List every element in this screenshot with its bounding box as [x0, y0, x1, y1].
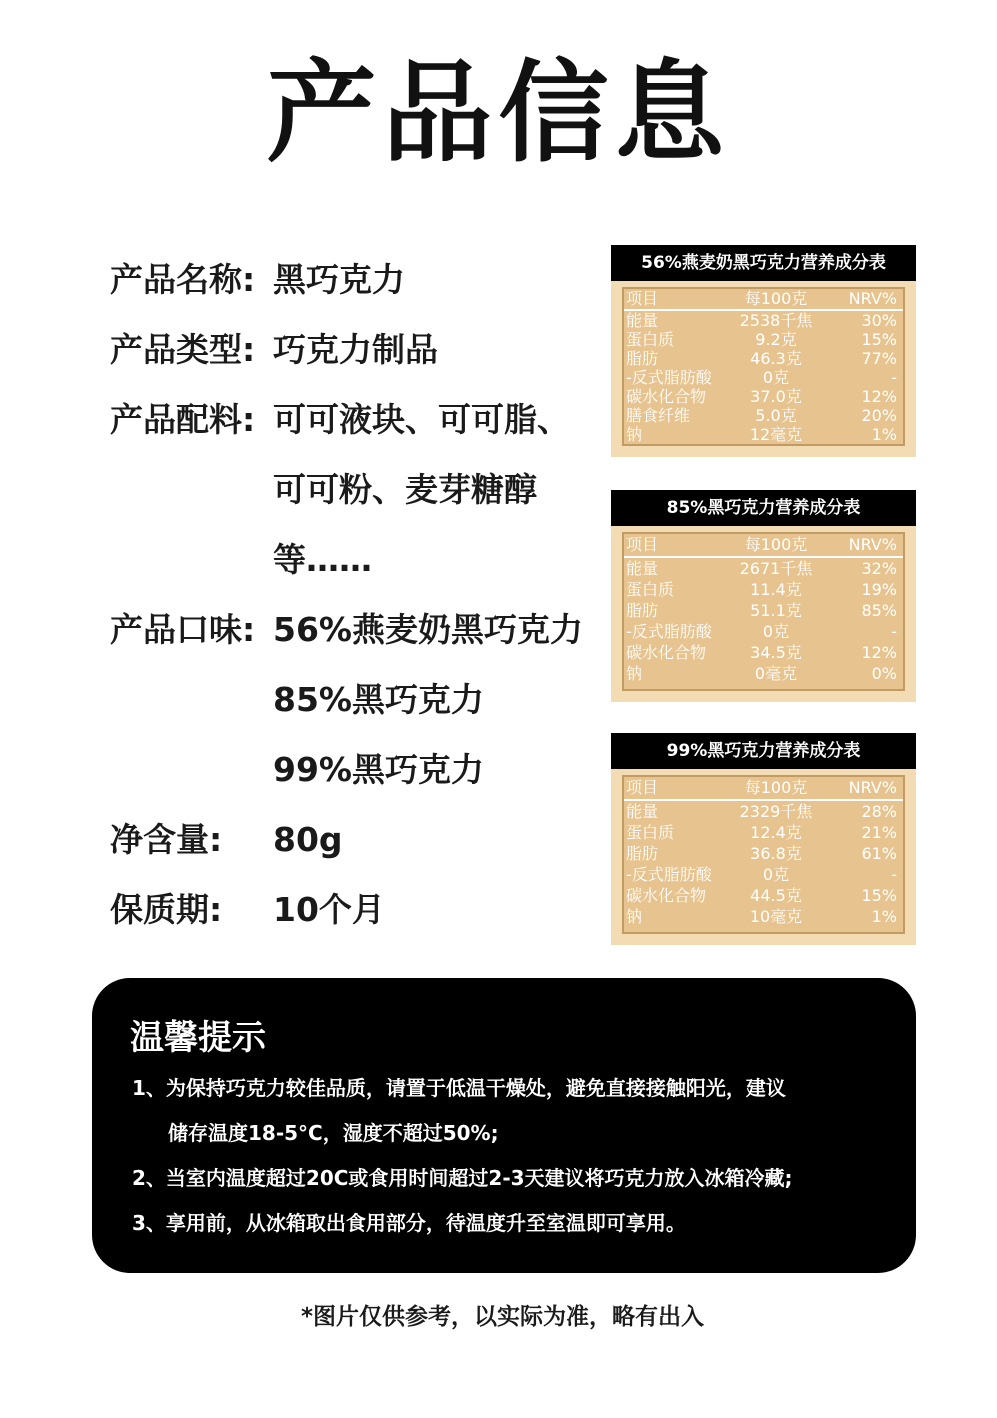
tips-panel: [92, 978, 916, 1273]
cell: 51.1克: [750, 601, 802, 620]
cell: 钠: [626, 907, 643, 926]
nutrition-row: [624, 885, 903, 906]
cell: -: [891, 865, 897, 884]
cell: 碳水化合物: [626, 387, 707, 406]
cell: 碳水化合物: [626, 886, 707, 905]
cell: -反式脂肪酸: [626, 368, 712, 387]
header-cell: NRV%: [848, 778, 897, 797]
cell: 1%: [871, 425, 897, 444]
info-value: 等……: [273, 540, 372, 579]
nutrition-header-row: [624, 289, 903, 311]
cell: 蛋白质: [626, 823, 675, 842]
info-value: 99%黑巧克力: [273, 750, 484, 789]
tip-item: 2、当室内温度超过20C或食用时间超过2-3天建议将巧克力放入冰箱冷藏;: [132, 1166, 793, 1190]
tips-title: 温馨提示: [130, 1018, 266, 1058]
cell: 19%: [861, 580, 897, 599]
nutrition-table-99: [611, 733, 916, 945]
header-cell: NRV%: [848, 535, 897, 554]
header-cell: 项目: [626, 289, 659, 308]
info-row-name: [110, 245, 600, 315]
cell: 2329千焦: [739, 802, 813, 821]
cell: 脂肪: [626, 349, 659, 368]
nutrition-row: [624, 579, 903, 600]
nutrition-row: [624, 558, 903, 579]
info-label: 产品名称:: [110, 260, 256, 299]
nutrition-row: [624, 368, 903, 387]
info-value: 80g: [273, 820, 343, 859]
cell: 钠: [626, 425, 643, 444]
cell: 12毫克: [749, 425, 803, 444]
nutrition-row: [624, 906, 903, 927]
cell: 0克: [762, 622, 790, 641]
info-value: 可可粉、麦芽糖醇: [273, 470, 537, 509]
info-label: 产品口味:: [110, 610, 256, 649]
nutrition-row: [624, 406, 903, 425]
info-label: 产品配料:: [110, 400, 256, 439]
cell: 11.4克: [750, 580, 802, 599]
header-cell: NRV%: [848, 289, 897, 308]
cell: 77%: [861, 349, 897, 368]
info-row-ingredients: [110, 385, 600, 595]
cell: 28%: [861, 802, 897, 821]
page-title: 产品信息: [266, 49, 731, 177]
cell: 12%: [861, 643, 897, 662]
cell: 15%: [861, 330, 897, 349]
nutrition-row: [624, 822, 903, 843]
cell: 2538千焦: [739, 311, 813, 330]
nutrition-header-row: [624, 534, 903, 558]
header-cell: 每100克: [744, 535, 808, 554]
header-cell: 每100克: [744, 289, 808, 308]
tip-item-continuation: 储存温度18-5°C，湿度不超过50%;: [168, 1121, 499, 1145]
nutrition-header-row: [624, 777, 903, 801]
nutrition-row: [624, 642, 903, 663]
cell: 12.4克: [750, 823, 802, 842]
cell: 能量: [626, 311, 659, 330]
nutrition-table-title: 56%燕麦奶黑巧克力营养成分表: [611, 245, 916, 281]
cell: -反式脂肪酸: [626, 622, 712, 641]
cell: 0克: [762, 368, 790, 387]
info-value: 56%燕麦奶黑巧克力: [273, 610, 583, 649]
info-label: 产品类型:: [110, 330, 256, 369]
cell: 20%: [861, 406, 897, 425]
nutrition-row: [624, 621, 903, 642]
info-row-type: [110, 315, 600, 385]
cell: 36.8克: [750, 844, 802, 863]
info-value: 85%黑巧克力: [273, 680, 484, 719]
product-info-list: [110, 245, 600, 945]
header-cell: 每100克: [744, 778, 808, 797]
cell: 61%: [861, 844, 897, 863]
nutrition-row: [624, 330, 903, 349]
tips-list: [132, 1066, 896, 1246]
header-cell: 项目: [626, 535, 659, 554]
cell: 34.5克: [750, 643, 802, 662]
nutrition-table-85: [611, 490, 916, 702]
cell: 蛋白质: [626, 580, 675, 599]
info-row-flavor: [110, 595, 600, 805]
cell: 蛋白质: [626, 330, 675, 349]
cell: -: [891, 368, 897, 387]
info-label: 保质期:: [110, 890, 223, 929]
info-row-net-weight: [110, 805, 600, 875]
cell: 碳水化合物: [626, 643, 707, 662]
cell: 钠: [626, 664, 643, 683]
cell: 1%: [871, 907, 897, 926]
cell: 0克: [762, 865, 790, 884]
cell: -反式脂肪酸: [626, 865, 712, 884]
tip-item: 1、为保持巧克力较佳品质，请置于低温干燥处，避免直接接触阳光，建议: [132, 1076, 786, 1100]
info-value: 黑巧克力: [273, 260, 405, 299]
info-value: 巧克力制品: [273, 330, 438, 369]
nutrition-row: [624, 600, 903, 621]
cell: 脂肪: [626, 601, 659, 620]
header-cell: 项目: [626, 778, 659, 797]
tip-item: 3、享用前，从冰箱取出食用部分，待温度升至室温即可享用。: [132, 1211, 686, 1235]
cell: 32%: [861, 559, 897, 578]
cell: 脂肪: [626, 844, 659, 863]
cell: 5.0克: [755, 406, 797, 425]
nutrition-row: [624, 843, 903, 864]
cell: 15%: [861, 886, 897, 905]
nutrition-row: [624, 349, 903, 368]
info-value: 10个月: [273, 890, 385, 929]
cell: 44.5克: [750, 886, 802, 905]
info-label: 净含量:: [110, 820, 223, 859]
info-row-shelf-life: [110, 875, 600, 945]
cell: 30%: [861, 311, 897, 330]
cell: 12%: [861, 387, 897, 406]
cell: 21%: [861, 823, 897, 842]
nutrition-table-title: 99%黑巧克力营养成分表: [611, 733, 916, 769]
cell: 能量: [626, 559, 659, 578]
cell: 膳食纤维: [626, 406, 691, 425]
nutrition-row: [624, 387, 903, 406]
cell: 0毫克: [754, 664, 798, 683]
cell: 0%: [871, 664, 897, 683]
cell: 85%: [861, 601, 897, 620]
cell: -: [891, 622, 897, 641]
nutrition-row: [624, 663, 903, 684]
cell: 9.2克: [755, 330, 797, 349]
nutrition-row: [624, 425, 903, 444]
nutrition-row: [624, 311, 903, 330]
nutrition-table-56: [611, 245, 916, 457]
nutrition-row: [624, 864, 903, 885]
cell: 37.0克: [750, 387, 802, 406]
disclaimer-footnote: *图片仅供参考，以实际为准，略有出入: [300, 1304, 705, 1330]
cell: 46.3克: [750, 349, 802, 368]
cell: 2671千焦: [739, 559, 813, 578]
info-value: 可可液块、可可脂、: [273, 400, 570, 439]
nutrition-table-title: 85%黑巧克力营养成分表: [611, 490, 916, 526]
nutrition-row: [624, 801, 903, 822]
cell: 10毫克: [749, 907, 803, 926]
cell: 能量: [626, 802, 659, 821]
